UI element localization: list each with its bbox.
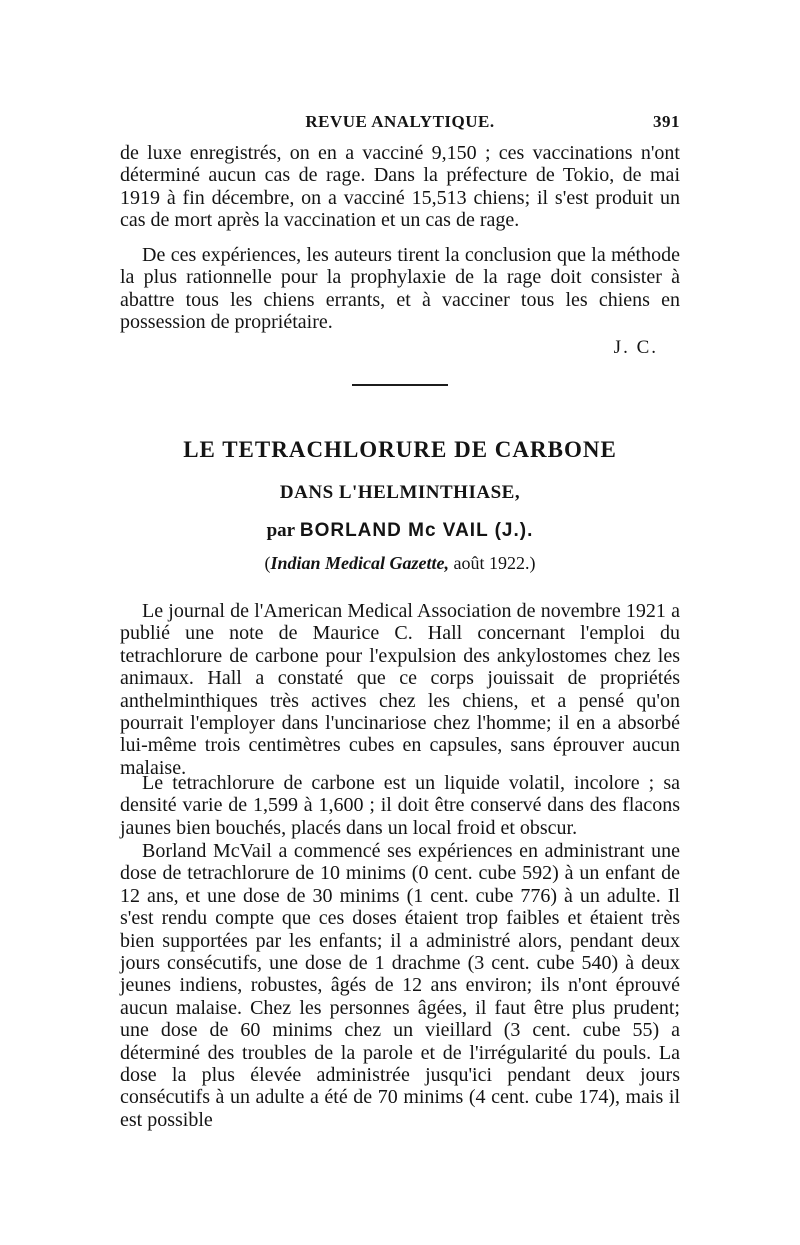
source-open-paren: (	[264, 553, 271, 573]
page-number: 391	[653, 112, 680, 131]
article-title: LE TETRACHLORURE DE CARBONE	[183, 437, 617, 462]
author-signature: J. C.	[613, 337, 658, 358]
article-source	[120, 553, 680, 574]
previous-article-paragraph-1: de luxe enregistrés, on en a vacciné 9,150 ; ces vaccinations n'ont déterminé aucun cas de rage. Dans la préfecture de Tokio, de mai 1919 à fin décembre, on a vacciné 15,513 chiens; il s'est produit un cas de mort après la vaccination et un cas de rage.	[120, 142, 680, 232]
article-subtitle: DANS L'HELMINTHIASE,	[279, 482, 521, 503]
article-author: BORLAND Mc VAIL (J.).	[299, 520, 534, 541]
previous-article-paragraph-2: De ces expériences, les auteurs tirent la conclusion que la méthode la plus rationnelle pour la prophylaxie de la rage doit consister à abattre tous les chiens errants, et à vacciner tous les chiens en possession de propriétaire.	[120, 244, 680, 334]
byline-prefix: par	[266, 520, 296, 541]
source-date: août 1922.)	[449, 553, 536, 573]
source-journal: Indian Medical Gazette,	[270, 553, 449, 573]
running-head	[120, 112, 680, 136]
running-title: REVUE ANALYTIQUE.	[305, 112, 495, 131]
article-paragraph-2: Le tetrachlorure de carbone est un liquide volatil, incolore ; sa densité varie de 1,599 à 1,600 ; il doit être conservé dans des flacons jaunes bien bouchés, placés dans un local froid et obscur.	[120, 772, 680, 839]
section-divider	[352, 384, 448, 386]
article-paragraph-3: Borland McVail a commencé ses expériences en administrant une dose de tetrachlorure de 10 minims (0 cent. cube 592) à un enfant de 12 ans, et une dose de 30 minims (1 cent. cube 776) à un adulte. Il s'est rendu compte que ces doses étaient trop faibles et étaient très bien supportées par les enfants; il a administré alors, pendant deux jours consécutifs, une dose de 1 drachme (3 cent. cube 540) à deux jeunes indiens, robustes, âgés de 12 ans environ; ils n'ont éprouvé aucun malaise. Chez les personnes âgées, il faut être plus prudent; une dose de 60 minims chez un vieillard (3 cent. cube 55) a déterminé des troubles de la parole et de l'irrégularité du pouls. La dose la plus élevée administrée jusqu'ici pendant deux jours consécutifs à un adulte a été de 70 minims (4 cent. cube 174), mais il est possible	[120, 840, 680, 1131]
article-paragraph-1: Le journal de l'American Medical Association de novembre 1921 a publié une note de Maurice C. Hall concernant l'emploi du tetrachlorure de carbone pour l'expulsion des ankylostomes chez les animaux. Hall a constaté que ce corps jouissait de propriétés anthelminthiques très actives chez les chiens, et a pensé qu'on pourrait l'employer dans l'uncinariose chez l'homme; il en a absorbé lui-même trois centimètres cubes en capsules, sans éprouver aucun malaise.	[120, 600, 680, 779]
article-byline	[120, 520, 680, 542]
